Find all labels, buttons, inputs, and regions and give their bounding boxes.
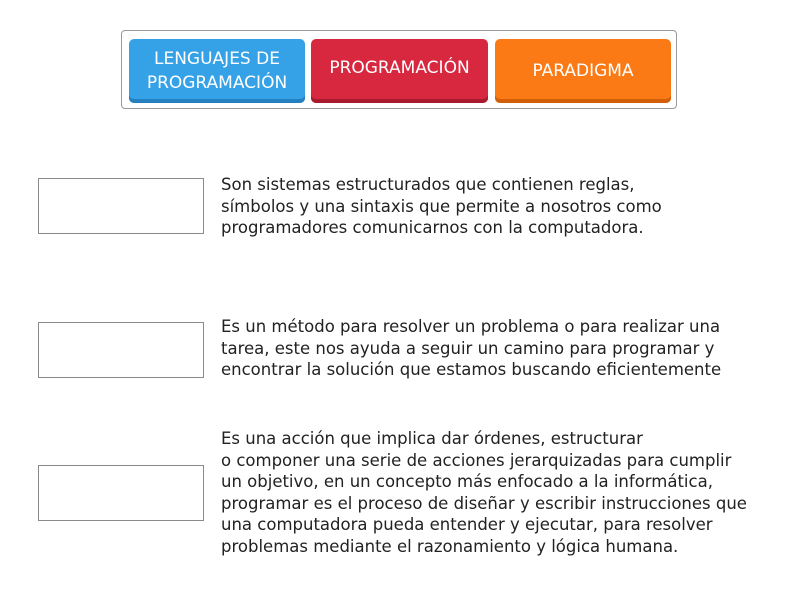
- tile-paradigma[interactable]: PARADIGMA: [495, 39, 671, 103]
- definition-1: Son sistemas estructurados que contienen reglas, símbolos y una sintaxis que permite a nosotros como programadores comunicarnos con la computadora.: [221, 175, 662, 238]
- drop-zone-1[interactable]: [38, 178, 204, 234]
- drop-zone-2[interactable]: [38, 322, 204, 378]
- drop-zone-3[interactable]: [38, 465, 204, 521]
- tile-lenguajes-de-programacion[interactable]: LENGUAJES DE PROGRAMACIÓN: [129, 39, 305, 103]
- answer-tray: [121, 30, 677, 109]
- definition-3: Es una acción que implica dar órdenes, estructurar o componer una serie de acciones jerarquizadas para cumplir un objetivo, en un concepto más enfocado a la informática, programar es el proceso de diseñar y escribir instrucciones que una computadora pueda entender y ejecutar, para resolver problemas mediante el razonamiento y lógica humana.: [221, 429, 747, 556]
- definition-2: Es un método para resolver un problema o para realizar una tarea, este nos ayuda a seguir un camino para programar y encontrar la solución que estamos buscando eficientemente: [221, 317, 722, 380]
- tile-programacion[interactable]: PROGRAMACIÓN: [311, 39, 488, 103]
